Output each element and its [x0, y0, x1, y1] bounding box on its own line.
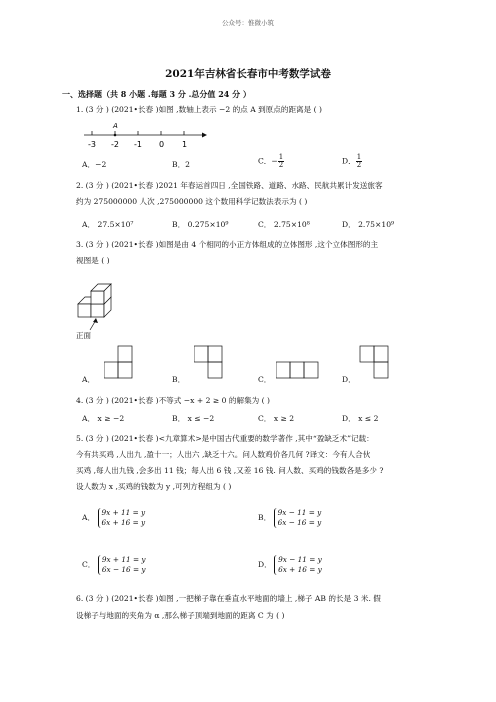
q2-option-a[interactable]: A． 27.5×10⁷	[82, 220, 134, 229]
tick-label: -1	[134, 140, 142, 149]
page-header: 公众号：惟微小筑	[222, 19, 274, 27]
exam-title: 2021年吉林省长春市中考数学试卷	[165, 68, 331, 80]
tick-label: -2	[111, 140, 119, 149]
fraction: $\frac{1}{2}$	[356, 153, 362, 169]
point-a-label: A	[113, 122, 118, 130]
q3-option-d[interactable]: D．	[342, 375, 356, 384]
tick-label: -3	[88, 140, 96, 149]
q1-option-a[interactable]: A．−2	[82, 160, 107, 169]
q1-option-d[interactable]	[342, 154, 362, 169]
q5-option-a[interactable]	[82, 508, 145, 528]
q4-option-a[interactable]: A． x ≥ −2	[82, 414, 125, 423]
q4-option-c[interactable]: C． x ≥ 2	[258, 414, 295, 423]
q2-option-c[interactable]: C． 2.75×10⁸	[258, 220, 310, 229]
view-option-b	[194, 344, 226, 382]
q3-option-a[interactable]: A．	[82, 375, 96, 384]
option-d-label: D．	[258, 560, 272, 569]
q3-stem-line2: 视图是 ( )	[76, 256, 110, 265]
tick-label: 1	[182, 140, 188, 149]
equation-system: 9x − 11 = y 6x − 16 = y	[274, 508, 322, 528]
view-option-d	[352, 344, 394, 382]
option-c-label: C．	[82, 560, 96, 569]
q4-stem: 4. (3 分 ) (2021•长春 )不等式 −x + 2 ≥ 0 的解集为 ( )	[76, 396, 271, 405]
option-b-label: B．	[258, 513, 272, 522]
q2-option-d[interactable]: D． 2.75×10⁹	[342, 220, 395, 229]
q3-option-b[interactable]: B．	[172, 375, 186, 384]
q2-option-b[interactable]: B． 0.275×10⁹	[172, 220, 229, 229]
q5-option-c[interactable]	[82, 555, 146, 575]
q5-option-d[interactable]	[258, 555, 322, 575]
q5-stem-line4: 设人数为 x ,买鸡的钱数为 y ,可列方程组为 ( )	[76, 482, 232, 491]
q3-stem-line1: 3. (3 分 ) (2021•长春 )如图是由 4 个相同的小正方体组成的立体图形 ,这个立体图形的主	[76, 240, 379, 249]
q3-option-c[interactable]: C．	[258, 375, 272, 384]
q5-stem-line1: 5. (3 分 ) (2021•长春 )<九章算术>是中国古代重要的数学著作 ,其中“盈缺乏术”记载：	[76, 434, 374, 443]
q5-stem-line3: 买鸡 ,每人出九钱 ,会多出 11 钱；每人出 6 钱 ,又差 16 钱. 问人数、买鸡的钱数各是多少 ?	[76, 466, 384, 475]
q4-option-b[interactable]: B． x ≤ −2	[172, 414, 215, 423]
q1-option-b[interactable]: B．2	[172, 160, 191, 169]
q6-stem-line1: 6. (3 分 ) (2021•长春 )如图 ,一把梯子靠在垂直水平地面的墙上 ,梯子 AB 的长是 3 米. 假	[76, 594, 381, 603]
q2-stem-line2: 约为 275000000 人次 ,275000000 这个数用科学记数法表示为 ( )	[76, 197, 308, 206]
front-label: 正面	[76, 331, 91, 340]
option-c-label: C．−	[258, 156, 278, 166]
q4-option-d[interactable]: D． x ≤ 2	[342, 414, 379, 423]
option-a-label: A．	[82, 513, 96, 522]
equation-system: 9x + 11 = y 6x − 16 = y	[98, 555, 146, 575]
tick-label: 0	[159, 140, 165, 149]
option-d-label: D．	[342, 156, 356, 166]
equation-system: 9x − 11 = y 6x + 16 = y	[274, 555, 322, 575]
q2-stem-line1: 2. (3 分 ) (2021•长春 )2021 年春运首四日 ,全国铁路、道路、水路、民航共累计发送旅客	[76, 181, 383, 190]
q1-option-c[interactable]	[258, 154, 284, 169]
view-option-a	[104, 344, 136, 382]
q6-stem-line2: 设梯子与地面的夹角为 α ,那么梯子顶端到地面的距离 C 为 ( )	[76, 611, 285, 620]
number-line	[78, 121, 208, 153]
q5-stem-line2: 今有共买鸡 ,人出九 ,盈十一；人出六 ,缺乏十六。问人数鸡价各几何 ?译文：今有人合伙	[76, 450, 371, 459]
fraction: $\frac{1}{2}$	[278, 153, 284, 169]
q5-option-b[interactable]	[258, 508, 321, 528]
equation-system: 9x + 11 = y 6x + 16 = y	[98, 508, 146, 528]
section-heading: 一、选择题（共 8 小题 .每题 3 分 .总分值 24 分 ）	[62, 89, 251, 99]
q1-stem: 1. (3 分 ) (2021•长春 )如图 ,数轴上表示 −2 的点 A 到原点的距离是 ( )	[76, 105, 322, 114]
view-option-c	[276, 344, 322, 382]
